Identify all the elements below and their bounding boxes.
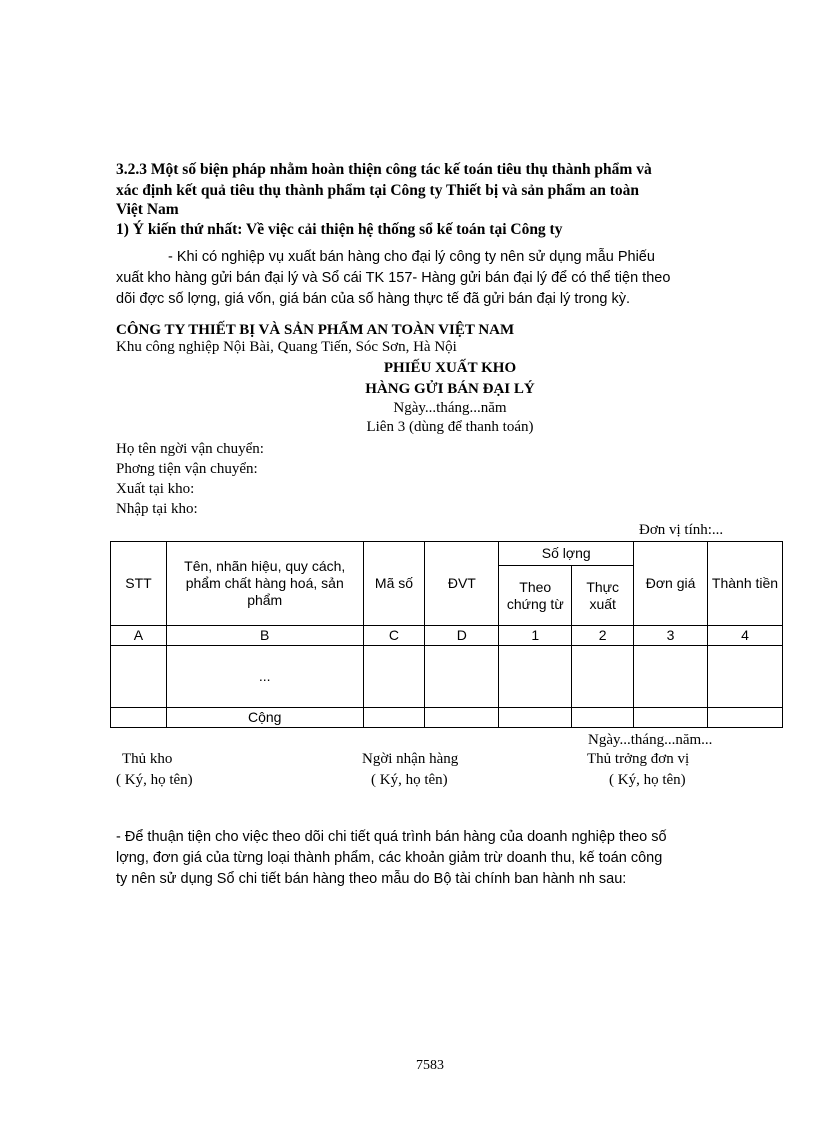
field-to-warehouse: Nhập tại kho: [116,501,198,517]
total-cell [634,708,708,728]
body-ellipsis: ... [166,646,363,708]
company-name: CÔNG TY THIẾT BỊ VÀ SẢN PHẨM AN TOÀN VIỆT NAM [116,322,515,338]
code-cell: 4 [708,626,783,646]
unit-label: Đơn vị tính:... [639,522,724,538]
code-cell: A [111,626,167,646]
header-amount: Thành tiền [708,542,783,626]
code-cell: C [363,626,425,646]
closing-line2: lợng, đơn giá của từng loại thành phẩm, các khoản giảm trừ doanh thu, kế toán công [116,850,663,866]
page-number: 7583 [416,1058,444,1073]
form-date: Ngày...tháng...năm [393,400,507,416]
header-product-name: Tên, nhãn hiệu, quy cách, phẩm chất hàng hoá, sản phẩm [166,542,363,626]
total-cell [111,708,167,728]
opinion-para-line1: - Khi có nghiệp vụ xuất bán hàng cho đại lý công ty nên sử dụng mẫu Phiếu [168,249,655,265]
total-cell [708,708,783,728]
section-number: 3.2.3 [116,161,147,178]
signer-warehouse-note: ( Ký, họ tên) [116,772,193,788]
header-quantity: Số lợng [499,542,634,566]
form-title-2: HÀNG GỬI BÁN ĐẠI LÝ [365,381,535,397]
code-cell: 1 [499,626,572,646]
signer-receiver-note: ( Ký, họ tên) [371,772,448,788]
field-from-warehouse: Xuất tại kho: [116,481,195,497]
header-unit-price: Đơn giá [634,542,708,626]
total-cell [363,708,425,728]
signer-head-role: Thủ trởng đơn vị [587,751,690,767]
body-cell [363,646,425,708]
header-unit: ĐVT [425,542,499,626]
total-label: Cộng [166,708,363,728]
header-code: Mã số [363,542,425,626]
header-stt: STT [111,542,167,626]
form-copy: Liên 3 (dùng để thanh toán) [366,419,534,435]
export-slip-table [110,541,783,728]
section-title-line2: xác định kết quả tiêu thụ thành phẩm tại Công ty Thiết bị và sản phẩm an toàn [116,182,639,199]
signer-receiver-role: Ngời nhận hàng [362,751,459,767]
closing-line3: ty nên sử dụng Sổ chi tiết bán hàng theo mẫu do Bộ tài chính ban hành nh sau: [116,871,627,887]
opinion-para-line2: xuất kho hàng gửi bán đại lý và Sổ cái TK 157- Hàng gửi bán đại lý để có thể tiện theo [116,270,671,286]
company-address: Khu công nghiệp Nội Bài, Quang Tiến, Sóc Sơn, Hà Nội [116,339,457,355]
closing-line1: - Để thuận tiện cho việc theo dõi chi tiết quá trình bán hàng của doanh nghiệp theo số [116,829,667,845]
signer-head-note: ( Ký, họ tên) [609,772,686,788]
body-cell [499,646,572,708]
section-title-line3: Việt Nam [116,201,179,218]
section-title-line1 [116,160,652,179]
opinion-para-line3: dõi đợc số lợng, giá vốn, giá bán của số hàng thực tế đã gửi bán đại lý trong kỳ. [116,291,631,307]
total-cell [499,708,572,728]
section-title-text: Một số biện pháp nhằm hoàn thiện công tác kế toán tiêu thụ thành phẩm và [150,161,652,178]
signer-warehouse-role: Thủ kho [122,751,173,767]
total-cell [425,708,499,728]
opinion-heading: 1) Ý kiến thứ nhất: Về việc cải thiện hệ thống sổ kế toán tại Công ty [116,221,563,238]
header-qty-actual: Thực xuất [572,566,634,626]
code-cell: D [425,626,499,646]
body-cell [634,646,708,708]
field-transporter: Họ tên ngời vận chuyển: [116,441,264,457]
sign-date: Ngày...tháng...năm... [588,732,713,748]
form-title-1: PHIẾU XUẤT KHO [383,360,517,376]
code-cell: B [166,626,363,646]
code-cell: 3 [634,626,708,646]
code-cell: 2 [572,626,634,646]
body-cell [572,646,634,708]
body-cell [425,646,499,708]
body-cell [708,646,783,708]
total-cell [572,708,634,728]
body-cell [111,646,167,708]
header-qty-document: Theo chứng từ [499,566,572,626]
field-vehicle: Phơng tiện vận chuyển: [116,461,258,477]
